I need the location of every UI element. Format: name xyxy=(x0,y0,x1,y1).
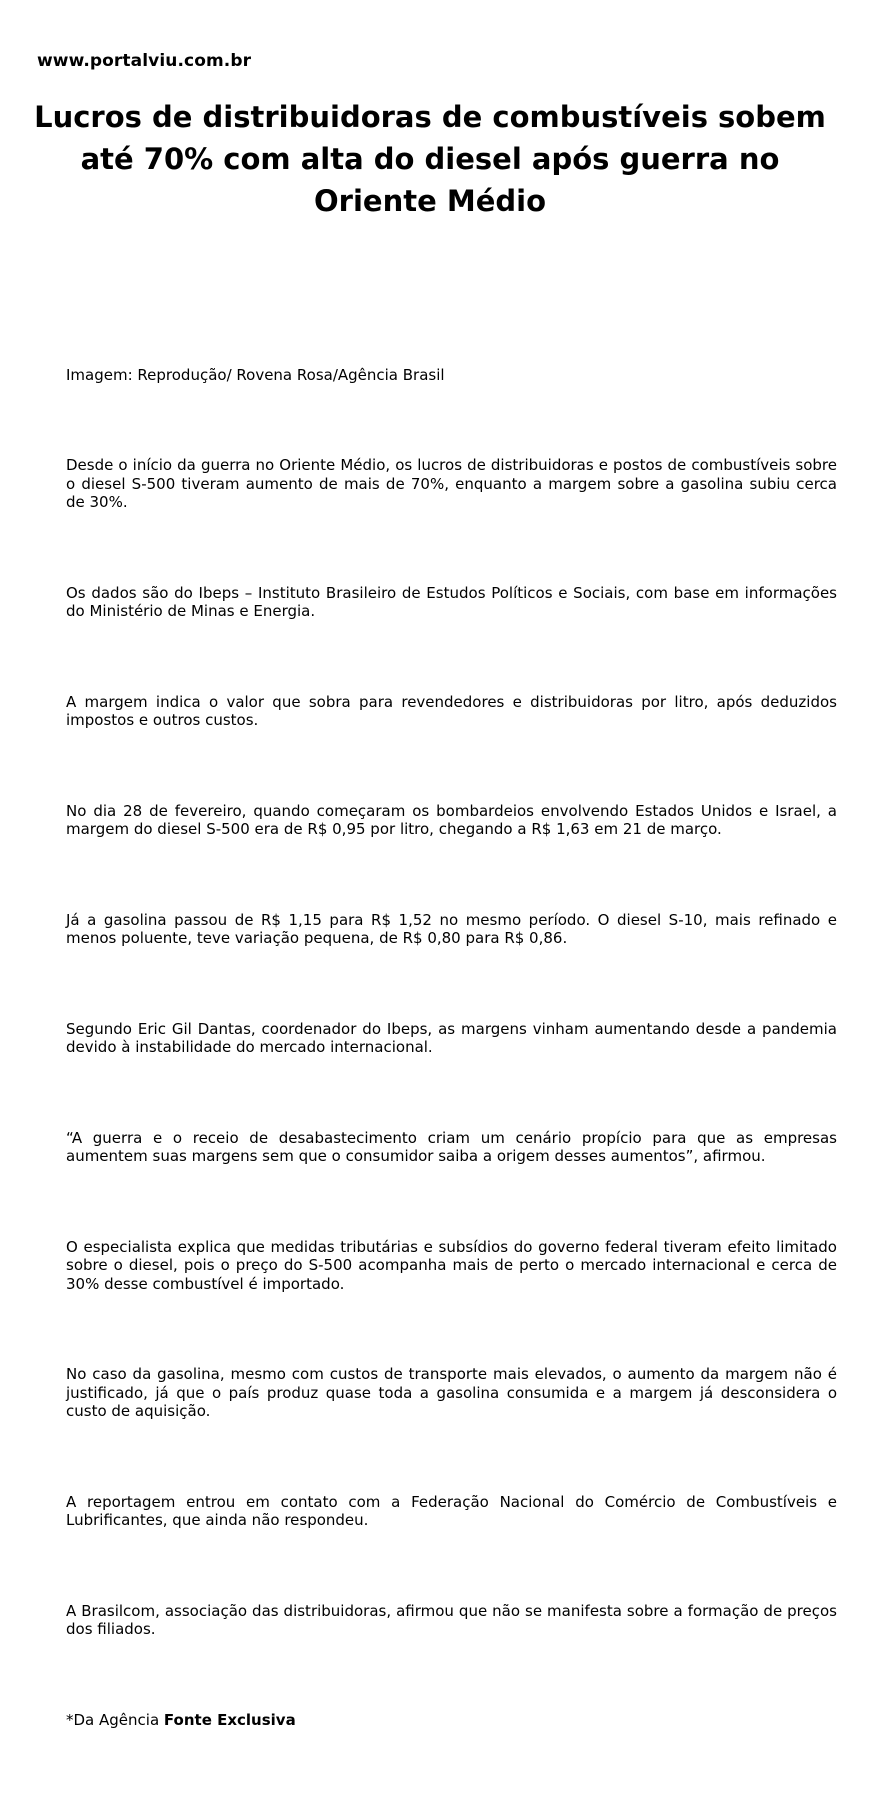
paragraph-quote: “A guerra e o receio de desabastecimento criam um cenário propício para que as empresas aumentem suas margens sem que o consumidor saiba a origem desses aumentos”, afirmou. xyxy=(66,1128,837,1165)
paragraph-margin-definition: A margem indica o valor que sobra para revendedores e distribuidoras por litro, após deduzidos impostos e outros custos. xyxy=(66,692,837,729)
paragraph-specialist: O especialista explica que medidas tributárias e subsídios do governo federal tiveram efeito limitado sobre o diesel, pois o preço do S-500 acompanha mais de perto o mercado internacional e cerca de 30% desse combustível é importado. xyxy=(66,1237,837,1293)
source-prefix: *Da Agência xyxy=(66,1710,164,1729)
paragraph-brasilcom: A Brasilcom, associação das distribuidoras, afirmou que não se manifesta sobre a formação de preços dos filiados. xyxy=(66,1601,837,1638)
source-name: Fonte Exclusiva xyxy=(163,1710,296,1729)
paragraph-diesel-values: No dia 28 de fevereiro, quando começaram os bombardeios envolvendo Estados Unidos e Israel, a margem do diesel S-500 era de R$ 0,95 por litro, chegando a R$ 1,63 em 21 de março. xyxy=(66,801,837,838)
article-headline: Lucros de distribuidoras de combustíveis sobem até 70% com alta do diesel após guerra no Oriente Médio xyxy=(34,100,826,218)
site-url: www.portalviu.com.br xyxy=(37,51,252,71)
paragraph-gasoline-values: Já a gasolina passou de R$ 1,15 para R$ 1,52 no mesmo período. O diesel S-10, mais refinado e menos poluente, teve variação pequena, de R$ 0,80 para R$ 0,86. xyxy=(66,910,837,947)
article-body xyxy=(66,456,837,1729)
paragraph-gasoline-case: No caso da gasolina, mesmo com custos de transporte mais elevados, o aumento da margem não é justificado, já que o país produz quase toda a gasolina consumida e a margem já desconsidera o custo de aquisição. xyxy=(66,1365,837,1420)
paragraph-coordinator: Segundo Eric Gil Dantas, coordenador do Ibeps, as margens vinham aumentando desde a pandemia devido à instabilidade do mercado internacional. xyxy=(66,1019,837,1056)
image-credit: Imagem: Reprodução/ Rovena Rosa/Agência Brasil xyxy=(66,366,445,384)
source-note xyxy=(66,1711,837,1729)
paragraph-federation-contact: A reportagem entrou em contato com a Federação Nacional do Comércio de Combustíveis e Lubrificantes, que ainda não respondeu. xyxy=(66,1492,837,1529)
paragraph-data-source: Os dados são do Ibeps – Instituto Brasileiro de Estudos Políticos e Sociais, com base em informações do Ministério de Minas e Energia. xyxy=(66,583,837,620)
paragraph-war-margins: Desde o início da guerra no Oriente Médio, os lucros de distribuidoras e postos de combustíveis sobre o diesel S-500 tiveram aumento de mais de 70%, enquanto a margem sobre a gasolina subiu cerca de 30%. xyxy=(66,456,837,511)
